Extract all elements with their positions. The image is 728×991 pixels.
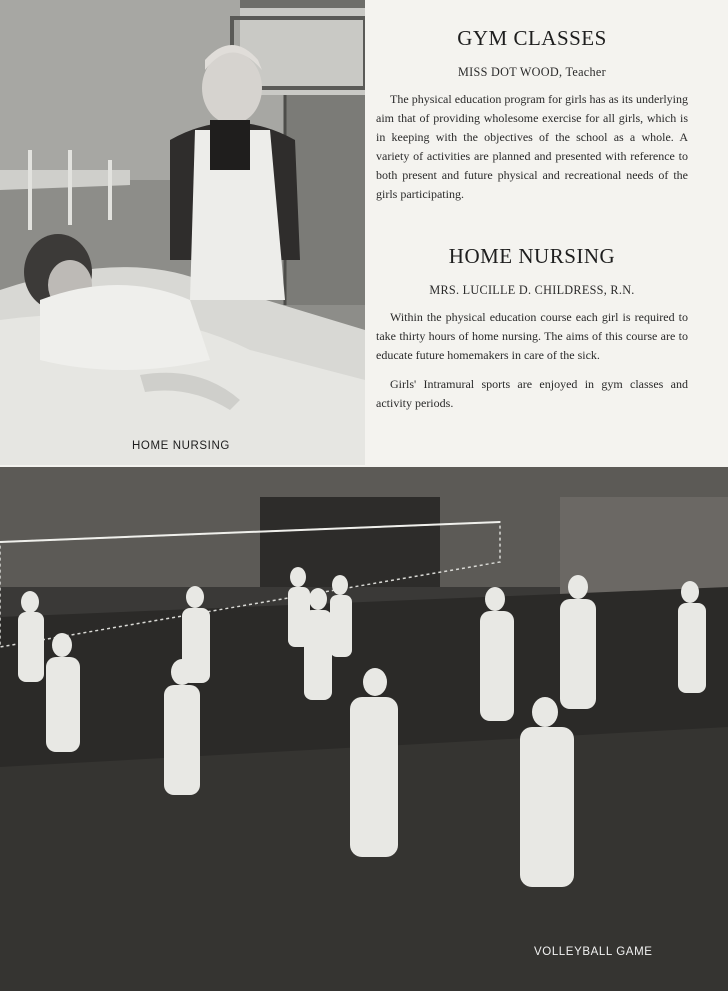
gym-classes-paragraph: The physical education program for girls has as its underlying aim that of providing wholesome exercise for all girls, which is in keeping with the objectives of the school as a whole. A variety of activities are planned and presented with reference to both present and future physical and recreational needs of the girls participating. [376,92,688,201]
home-nursing-section [376,244,688,413]
home-nursing-caption: HOME NURSING [132,440,230,452]
home-nursing-photo [0,0,365,465]
home-nursing-title: HOME NURSING [448,244,616,268]
gym-classes-section [376,26,688,204]
gym-classes-title: GYM CLASSES [457,26,607,50]
home-nursing-byline: MRS. LUCILLE D. CHILDRESS, R.N. [429,283,635,297]
intramural-paragraph: Girls' Intramural sports are enjoyed in gym classes and activity periods. [376,377,688,410]
gym-classes-byline: MISS DOT WOOD, Teacher [458,65,606,79]
home-nursing-paragraph: Within the physical education course each girl is required to take thirty hours of home nursing. The aims of this course are to educate future homemakers in care of the sick. [376,310,688,362]
volleyball-photo [0,467,728,991]
volleyball-caption: VOLLEYBALL GAME [534,946,653,958]
